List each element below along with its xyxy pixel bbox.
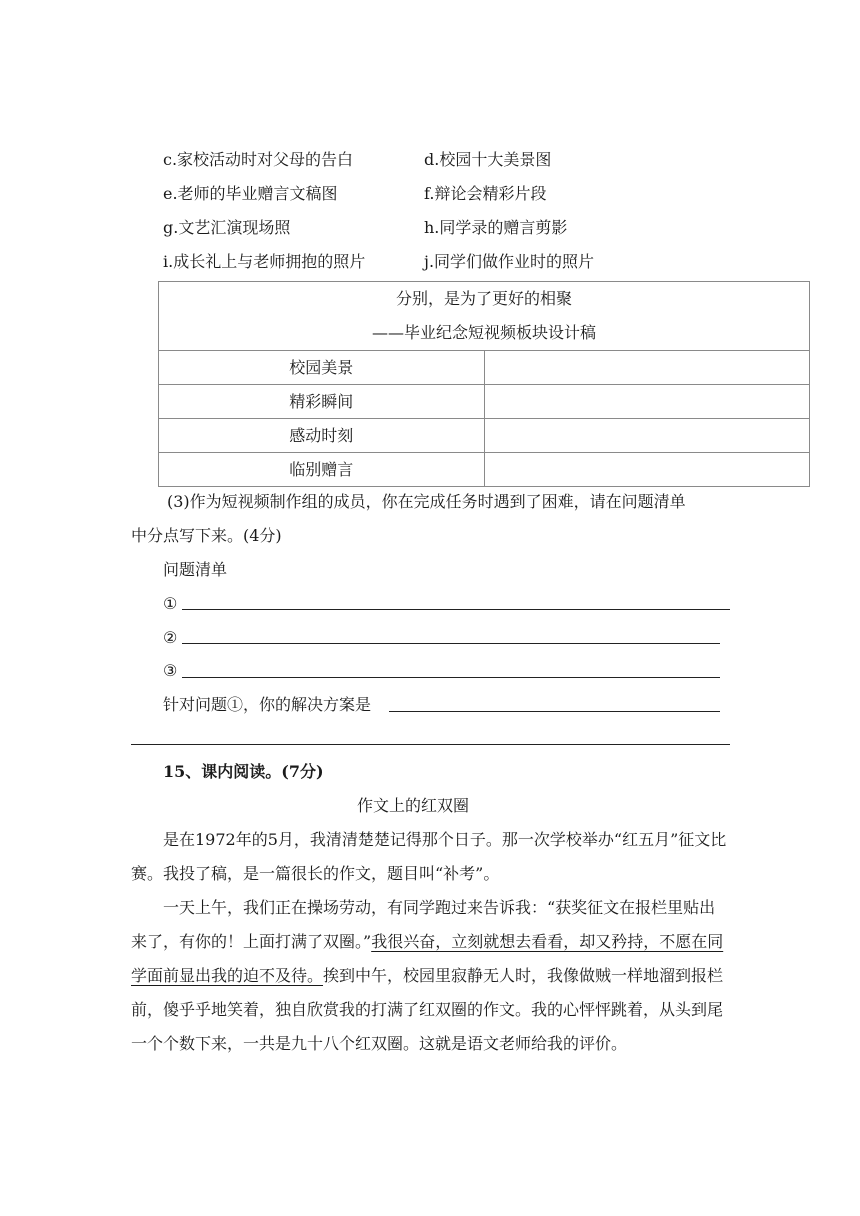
answer-line-1[interactable] [182,609,730,610]
row-label: 临别赠言 [159,453,485,487]
option-h: h.同学录的赠言剪影 [424,218,568,237]
answer-line-3[interactable] [182,677,720,678]
table-row [159,453,810,487]
paragraph-2 [131,891,731,1061]
option-j: j.同学们做作业时的照片 [424,252,595,271]
q15-heading: 15、课内阅读。(7分) [163,762,324,781]
answer-cell[interactable] [484,351,810,385]
option-c: c.家校活动时对父母的告白 [163,150,354,169]
marker-1: ① [163,594,178,613]
option-f: f.辩论会精彩片段 [424,184,547,203]
option-g: g.文艺汇演现场照 [163,218,291,237]
paragraph-1-text: 是在1972年的5月，我清清楚楚记得那个日子。那一次学校举办“红五月”征文比赛。我投了稿，是一篇很长的作文，题目叫“补考”。 [131,830,727,883]
solution-line-2[interactable] [131,744,730,745]
paragraph-1 [131,823,731,891]
table-row [159,351,810,385]
design-table [158,281,810,487]
answer-line-2[interactable] [182,643,720,644]
table-header [159,282,810,351]
row-label: 精彩瞬间 [159,385,485,419]
answer-cell[interactable] [484,453,810,487]
table-row [159,419,810,453]
option-i: i.成长礼上与老师拥抱的照片 [163,252,366,271]
table-title: 分别，是为了更好的相聚 [395,289,572,308]
passage-title: 作文上的红双圈 [357,796,470,815]
table-row [159,385,810,419]
row-label: 感动时刻 [159,419,485,453]
marker-2: ② [163,628,178,647]
table-subtitle: ——毕业纪念短视频板块设计稿 [371,323,596,342]
solution-label: 针对问题①，你的解决方案是 [163,695,372,714]
paragraph-2-text-a: 一天上午，我们正在操场劳动，有同学跑过来告诉我：“获奖征文在报栏里贴出来了，有你的！上面打满了双圈。” [131,898,716,951]
option-e: e.老师的毕业赠言文稿图 [163,184,338,203]
marker-3: ③ [163,661,178,680]
answer-cell[interactable] [484,419,810,453]
row-label: 校园美景 [159,351,485,385]
q3-line2: 中分点写下来。(4分) [131,526,282,545]
q3-line1: (3)作为短视频制作组的成员，你在完成任务时遇到了困难，请在问题清单 [167,492,686,511]
option-d: d.校园十大美景图 [424,150,552,169]
underlined-sentence: 我很兴奋，立刻就想去看看，却又矜持，不愿在同学面前显出我的迫不及待。 [131,932,724,985]
solution-line[interactable] [389,711,720,712]
answer-cell[interactable] [484,385,810,419]
problem-list-title: 问题清单 [163,560,228,579]
paragraph-2-text-b: 挨到中午，校园里寂静无人时，我像做贼一样地溜到报栏前，傻乎乎地笑着，独自欣赏我的打满了红双圈的作文。我的心怦怦跳着，从头到尾一个个数下来，一共是九十八个红双圈。这就是语文老师给我的评价。 [131,966,724,1053]
